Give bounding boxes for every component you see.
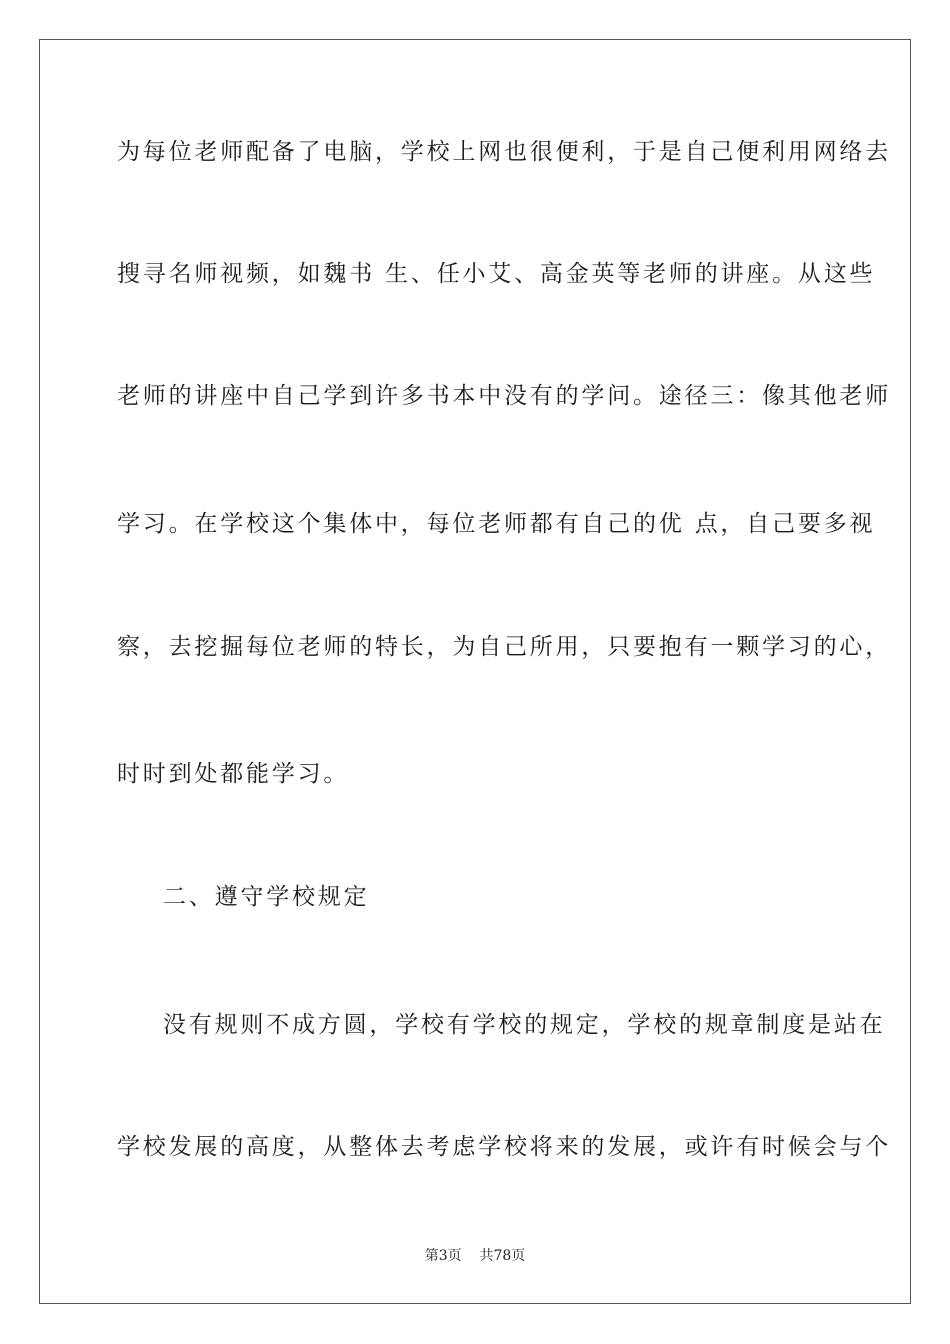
body-line-2: 搜寻名师视频，如魏书 生、任小艾、高金英等老师的讲座。从这些 [117, 261, 876, 287]
paragraph-line-1: 没有规则不成方圆，学校有学校的规定，学校的规章制度是站在 [163, 1012, 886, 1038]
section-heading: 二、遵守学校规定 [163, 884, 370, 910]
body-line-5: 察，去挖掘每位老师的特长，为自己所用，只要抱有一颗学习的心， [117, 634, 891, 660]
page-footer [0, 1247, 950, 1265]
page-border [39, 39, 911, 1304]
body-line-6: 时时到处都能学习。 [117, 761, 350, 787]
page-number: 第3页 [424, 1248, 462, 1264]
body-line-4: 学习。在学校这个集体中，每位老师都有自己的优 点，自己要多视 [117, 511, 876, 537]
page-total: 共78页 [479, 1248, 526, 1264]
paragraph-line-2: 学校发展的高度，从整体去考虑学校将来的发展，或许有时候会与个 [117, 1134, 891, 1160]
body-line-1: 为每位老师配备了电脑，学校上网也很便利，于是自己便利用网络去 [117, 139, 891, 165]
body-line-3: 老师的讲座中自己学到许多书本中没有的学问。途径三：像其他老师 [117, 383, 891, 409]
